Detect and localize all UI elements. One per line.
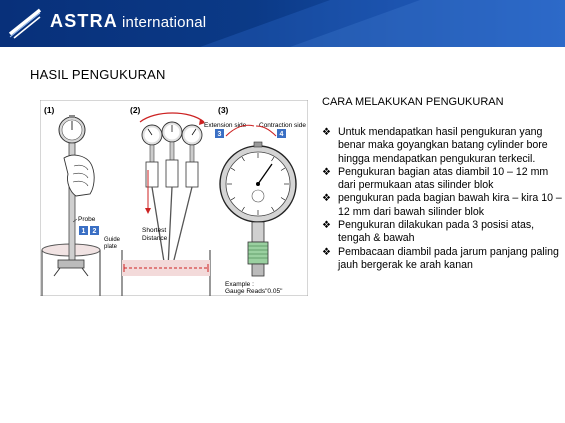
step3-label: (3) bbox=[218, 105, 229, 115]
diamond-bullet-icon: ❖ bbox=[322, 220, 331, 232]
svg-text:3: 3 bbox=[217, 131, 222, 138]
svg-text:4: 4 bbox=[279, 131, 284, 138]
brand-name: ASTRA bbox=[50, 11, 118, 31]
probe-label: Probe bbox=[78, 216, 96, 223]
list-item bbox=[322, 219, 562, 246]
step2-label: (2) bbox=[130, 105, 141, 115]
list-item-text: Untuk mendapatkan hasil pengukuran yang benar maka goyangkan batang cylinder bore hingga mendapatkan pengukuran terkecil. bbox=[338, 126, 548, 165]
list-item bbox=[322, 166, 562, 193]
list-item-text: Pengukuran dilakukan pada 3 posisi atas, tengah & bawah bbox=[338, 219, 535, 245]
list-item-text: Pengukuran bagian atas diambil 10 – 12 mm dari permukaan atas silinder blok bbox=[338, 165, 549, 192]
diamond-bullet-icon: ❖ bbox=[322, 127, 331, 138]
bore-gauge-illustration bbox=[40, 100, 308, 296]
step1-label: (1) bbox=[44, 105, 55, 115]
list-item-text: Pembacaan diambil pada jarum panjang paling jauh bergerak ke arah kanan bbox=[338, 245, 559, 271]
list-item bbox=[322, 246, 562, 273]
measurement-instructions-list bbox=[322, 126, 562, 272]
svg-text:1: 1 bbox=[81, 228, 86, 235]
brand-suffix: international bbox=[122, 14, 207, 31]
guide-plate-label-1: Guide bbox=[104, 237, 121, 243]
diamond-bullet-icon: ❖ bbox=[322, 166, 331, 178]
diamond-bullet-icon: ❖ bbox=[322, 246, 331, 258]
list-item-text: pengukuran pada bagian bawah kira – kira 10 – 12 mm dari bawah silinder blok bbox=[338, 192, 562, 218]
section-title: CARA MELAKUKAN PENGUKURAN bbox=[322, 96, 504, 108]
list-item bbox=[322, 192, 562, 219]
extension-side-label: Extension side bbox=[204, 122, 247, 129]
list-item bbox=[322, 126, 562, 166]
gauge-reads-label: Gauge Reads"0.05" bbox=[225, 288, 283, 295]
shortest-label-2: Distance bbox=[142, 235, 168, 242]
guide-plate-label-2: plate bbox=[104, 244, 118, 250]
contraction-side-label: Contraction side bbox=[259, 122, 306, 129]
page-title: HASIL PENGUKURAN bbox=[30, 67, 166, 82]
example-label: Example : bbox=[225, 281, 254, 288]
brand-logo bbox=[50, 11, 206, 41]
diamond-bullet-icon: ❖ bbox=[322, 193, 331, 205]
svg-text:2: 2 bbox=[92, 228, 97, 235]
header-bar bbox=[0, 0, 565, 47]
shortest-label-1: Shortest bbox=[142, 227, 167, 234]
